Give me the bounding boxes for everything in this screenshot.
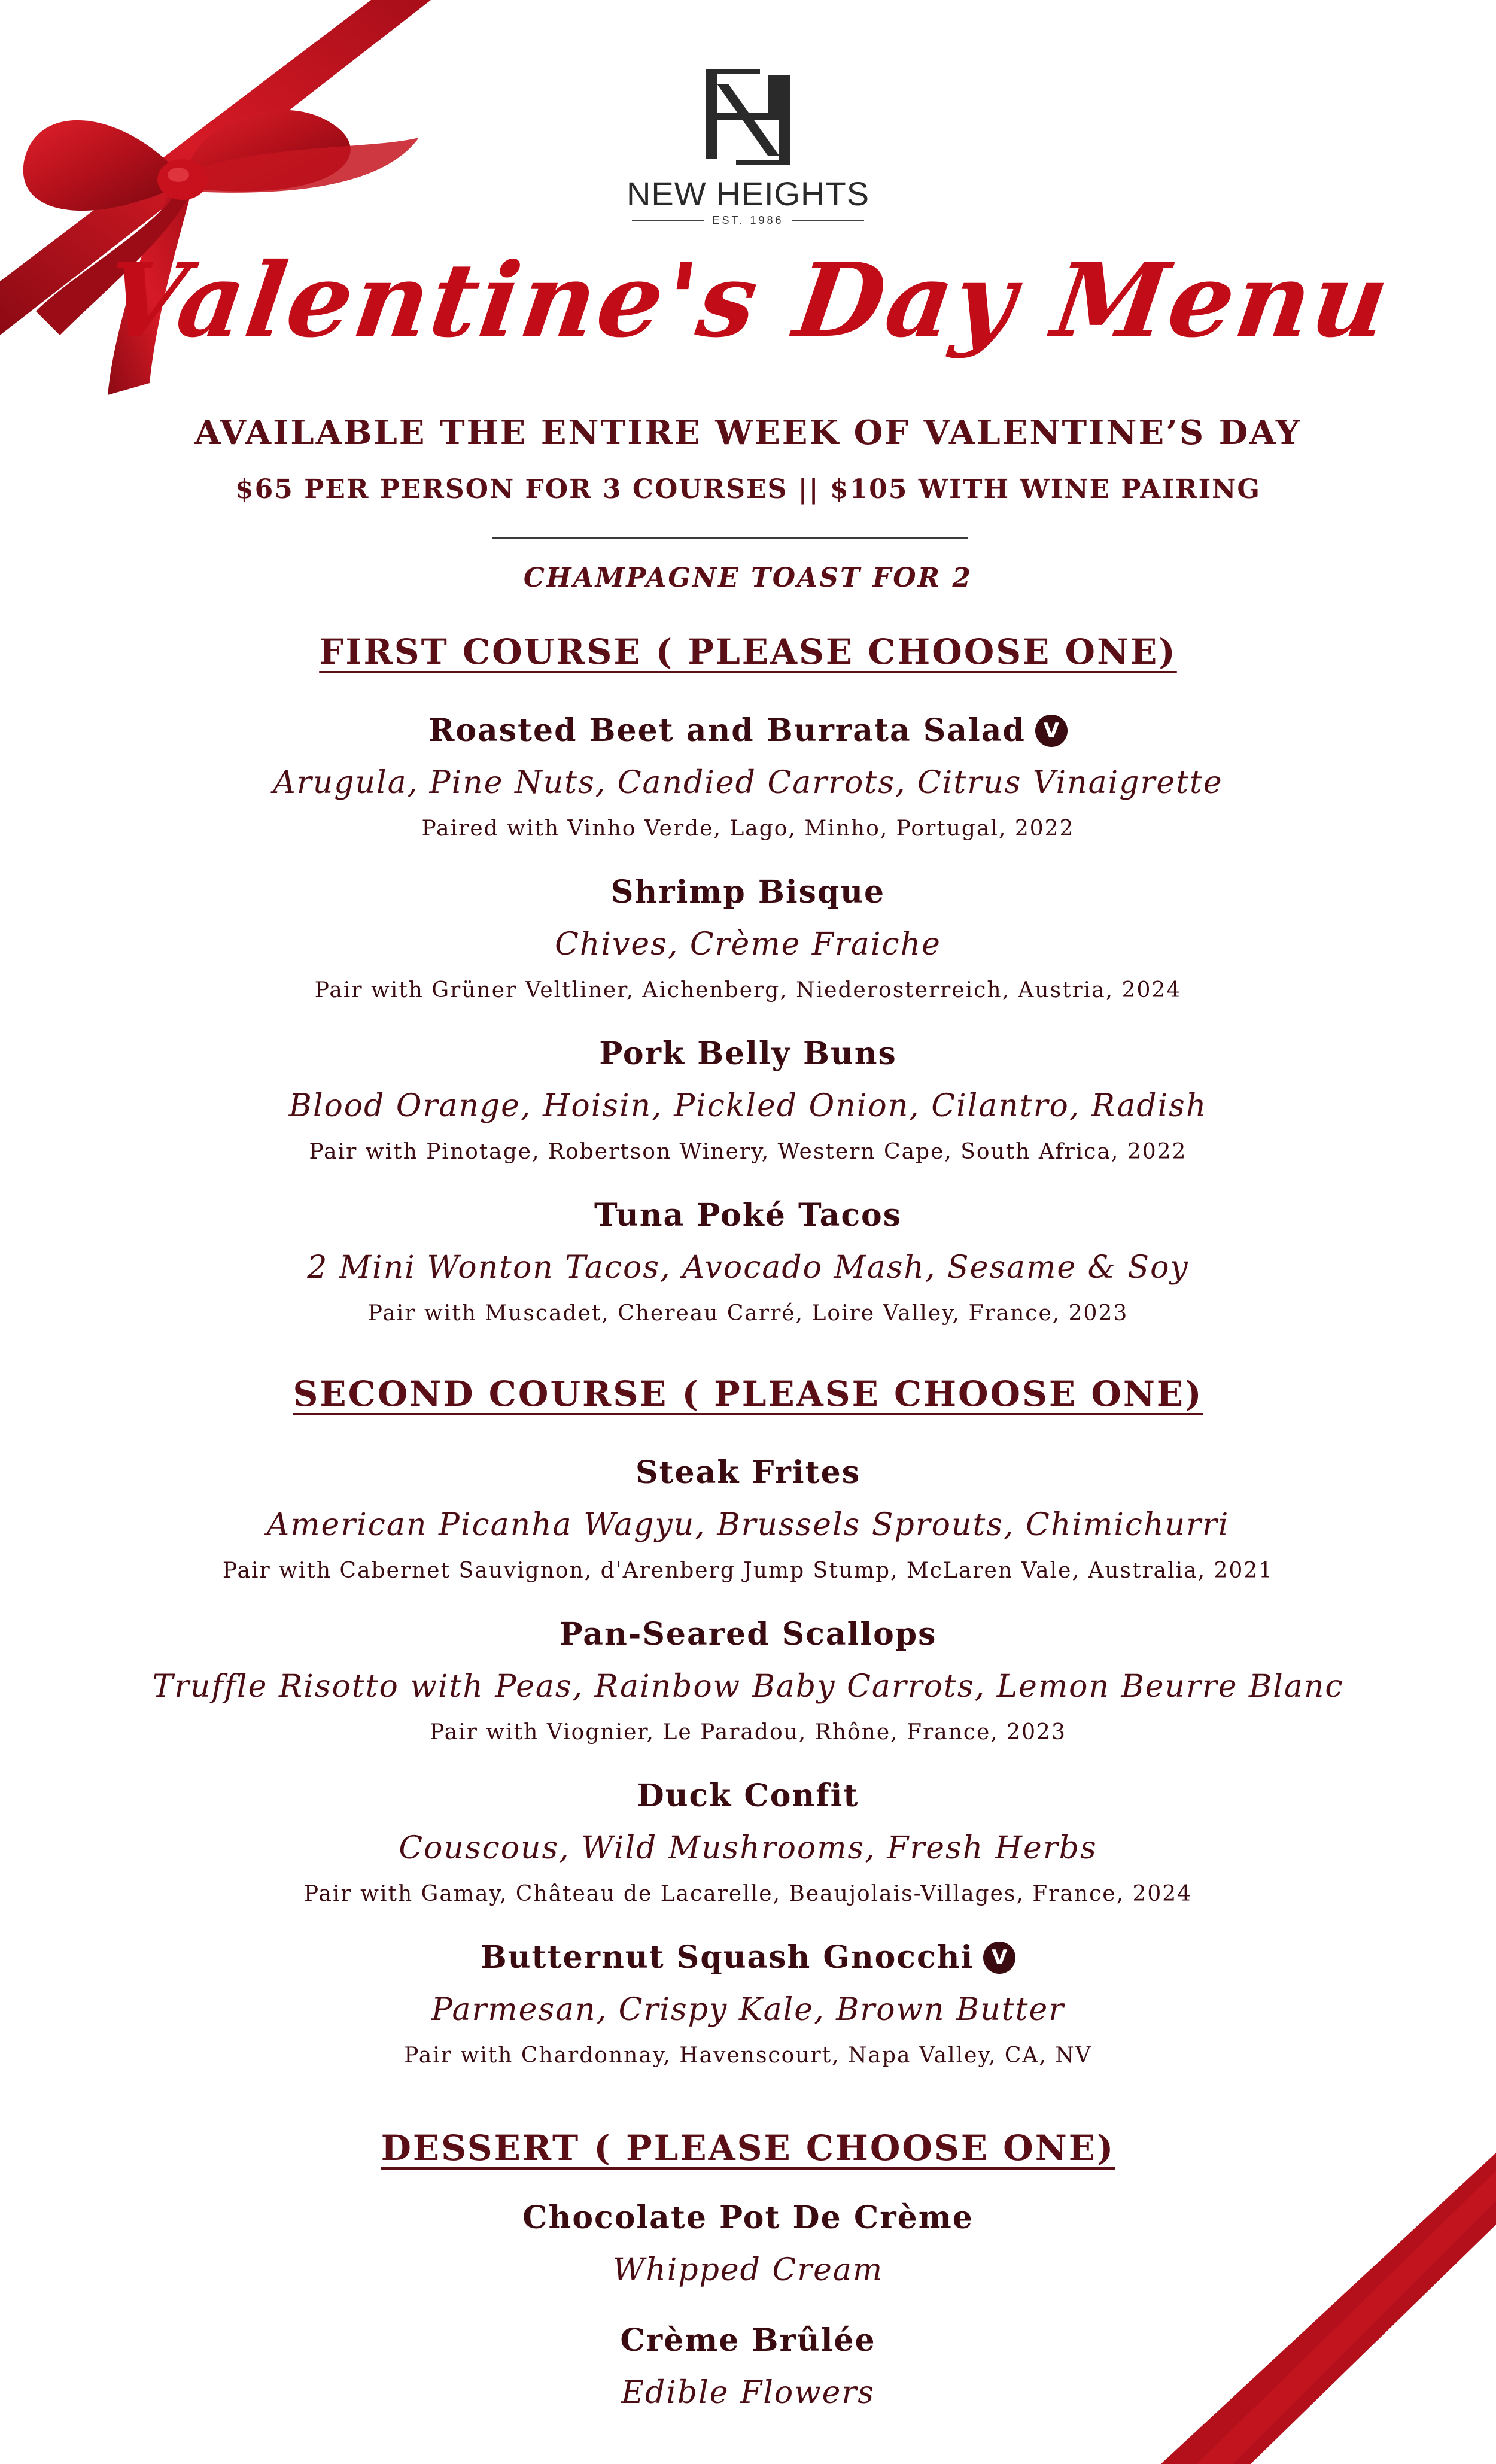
wine-pairing: Paired with Vinho Verde, Lago, Minho, Portugal, 2022 [421,816,1075,841]
dish-name: Chocolate Pot De Crème [522,2199,974,2236]
dish-description: Blood Orange, Hoisin, Pickled Onion, Cilantro, Radish [288,1088,1208,1124]
dish-description: Whipped Cream [612,2252,884,2288]
dish-description: American Picanha Wagyu, Brussels Sprouts, Chimichurri [266,1507,1230,1543]
dish-name: Roasted Beet and Burrata Salad V [0,712,1496,749]
dish-name: Crème Brûlée [620,2322,876,2359]
vegetarian-icon: V [1035,715,1068,747]
wine-pairing: Pair with Viognier, Le Paradou, Rhône, France, 2023 [430,1720,1066,1745]
brand-logo [0,66,1496,227]
section-heading-second-course: SECOND COURSE ( PLEASE CHOOSE ONE) [293,1374,1203,1414]
brand-established: EST. 1986 [712,214,784,226]
wine-pairing: Pair with Cabernet Sauvignon, d'Arenberg Jump Stump, McLaren Vale, Australia, 2021 [222,1558,1274,1583]
menu-title: Valentine's Day Menu [98,241,1398,360]
divider [492,537,968,539]
wine-pairing: Pair with Grüner Veltliner, Aichenberg, Niederosterreich, Austria, 2024 [314,978,1182,1002]
dish-name: Steak Frites [635,1454,860,1491]
section-heading-first-course: FIRST COURSE ( PLEASE CHOOSE ONE) [319,631,1177,672]
vegetarian-icon: V [983,1942,1015,1974]
wine-pairing: Pair with Pinotage, Robertson Winery, Western Cape, South Africa, 2022 [309,1140,1187,1164]
wine-pairing: Pair with Chardonnay, Havenscourt, Napa Valley, CA, NV [404,2043,1092,2068]
wine-pairing: Pair with Gamay, Château de Lacarelle, Beaujolais-Villages, France, 2024 [303,1882,1193,1906]
section-heading-dessert: DESSERT ( PLEASE CHOOSE ONE) [381,2128,1115,2168]
dish-name: Pork Belly Buns [599,1035,897,1072]
brand-name: NEW HEIGHTS [626,175,870,212]
dish-name: Duck Confit [637,1778,859,1814]
champagne-toast-note: CHAMPAGNE TOAST FOR 2 [523,563,973,593]
dish-description: Chives, Crème Fraiche [555,926,941,962]
dish-description: 2 Mini Wonton Tacos, Avocado Mash, Sesame & Soy [307,1250,1189,1286]
wine-pairing: Pair with Muscadet, Chereau Carré, Loire Valley, France, 2023 [367,1301,1129,1326]
dish-description: Parmesan, Crispy Kale, Brown Butter [431,1992,1065,2028]
dish-description: Couscous, Wild Mushrooms, Fresh Herbs [399,1830,1097,1866]
nh-monogram-icon [703,66,793,168]
availability-note: AVAILABLE THE ENTIRE WEEK OF VALENTINE’S DAY [194,413,1302,452]
dish-name: Tuna Poké Tacos [594,1197,902,1233]
dish-name: Butternut Squash Gnocchi V [0,1939,1496,1976]
dish-description: Arugula, Pine Nuts, Candied Carrots, Citrus Vinaigrette [273,765,1223,801]
pricing-note: $65 PER PERSON FOR 3 COURSES || $105 WITH WINE PAIRING [235,474,1261,505]
dish-name: Pan-Seared Scallops [559,1616,937,1652]
dish-description: Edible Flowers [621,2375,875,2411]
dish-description: Truffle Risotto with Peas, Rainbow Baby Carrots, Lemon Beurre Blanc [152,1669,1344,1705]
dish-name: Shrimp Bisque [610,874,886,910]
